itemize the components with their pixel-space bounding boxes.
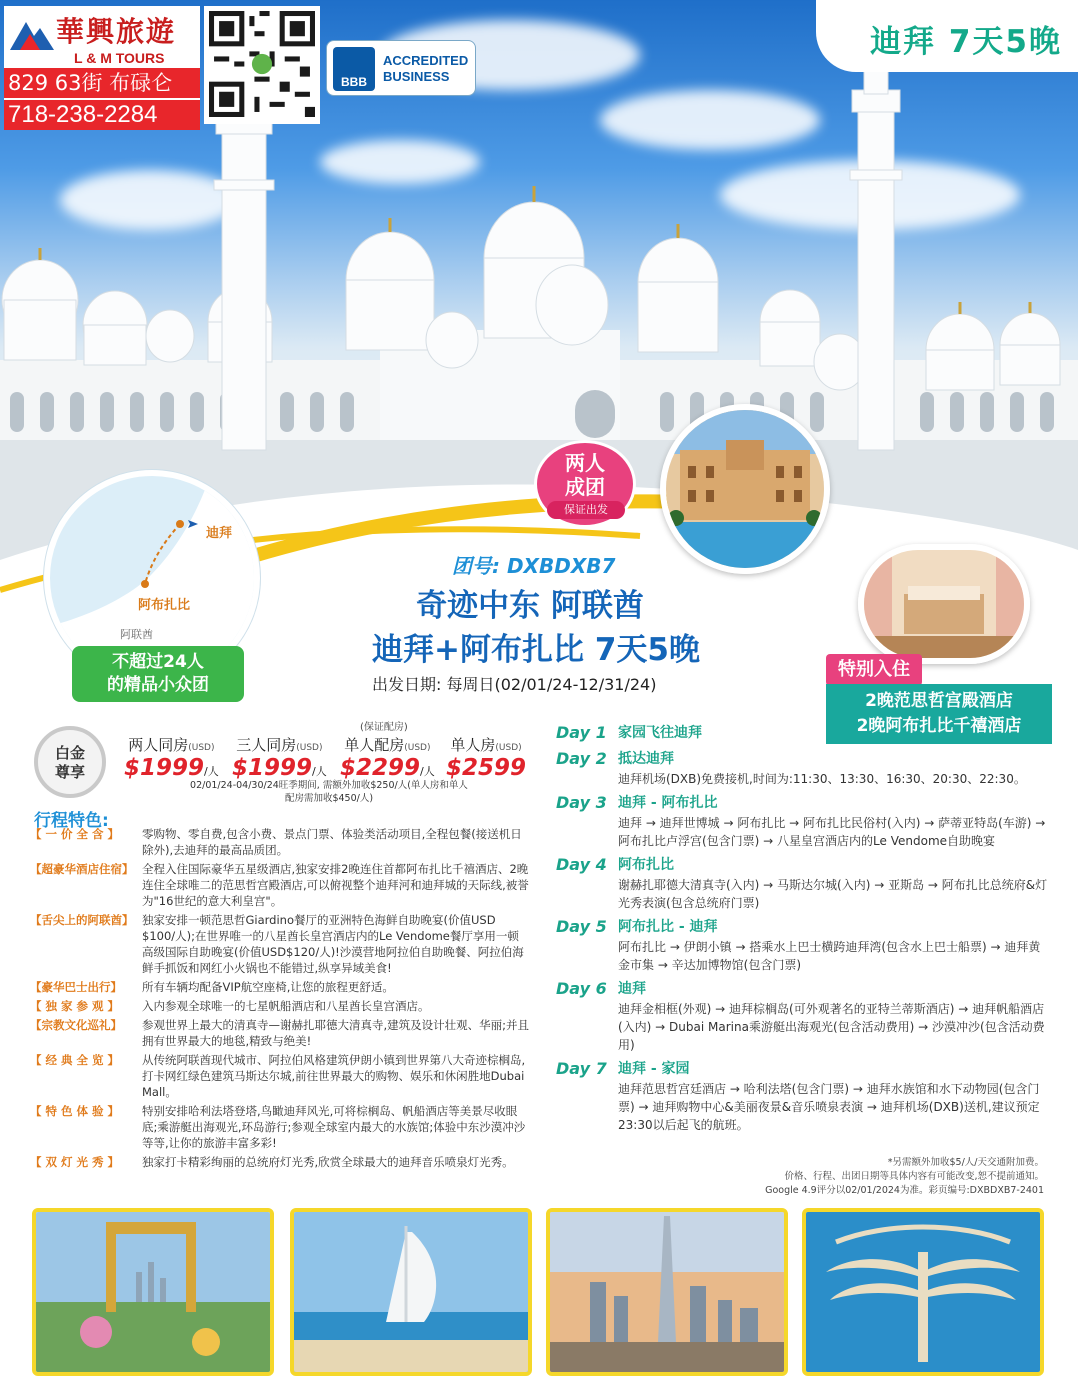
price-value: $1999 — [124, 755, 205, 781]
itinerary-day: Day 3 迪拜 - 阿布扎比 迪拜 → 迪拜世博城 → 阿布扎比 → 阿布扎比民俗村(入内) → 萨蒂亚特岛(车游) → 阿布扎比卢浮宫(包含门票) → 八星皇宫酒店内的Le Vendome自助晚宴 — [556, 793, 1046, 848]
price-single-room: 单人房(USD) $2599 — [446, 736, 527, 781]
map-country: 阿联酋 — [120, 628, 153, 641]
feature-item: 【舌尖上的阿联酋】 独家安排一顿范思哲Giardino餐厅的亚洲特色海鲜自助晚宴(价值USD $100/人);在世界唯一的八星酋长皇宫酒店内的Le Vendome餐厅享用一顿高级国际自助晚宴(价值USD$120/人)!沙漠营地阿拉伯自助晚餐、阿拉伯海鲜手抓饭和网红小火锅也不能错过,纵享异域美食! — [30, 913, 524, 975]
feature-item: 【豪华巴士出行】 所有车辆均配备VIP航空座椅,让您的旅程更舒适。 — [30, 980, 394, 994]
itinerary-day: Day 4 阿布扎比 谢赫扎耶德大清真寺(入内) → 马斯达尔城(入内) → 亚斯岛 → 阿布扎比总统府&灯光秀表演(包含总统府门票) — [556, 855, 1048, 910]
headline-2: 迪拜+阿布扎比 7天5晚 — [372, 632, 700, 668]
small-group-line1: 不超过24人 — [112, 652, 204, 672]
price-value: $2599 — [446, 755, 527, 781]
brand-name-cn: 華興旅遊 — [56, 15, 177, 48]
bbb-line2: BUSINESS — [383, 69, 450, 84]
features-list — [30, 826, 530, 1173]
price-value: $2299 — [340, 755, 421, 781]
price-season-note: 02/01/24-04/30/24旺季期间, 需额外加收$250/人(单人房和单人配房需加收$450/人) — [190, 780, 468, 804]
qr-code[interactable] — [204, 6, 320, 124]
feature-item: 【 双 灯 光 秀 】 独家打卡精彩绚丽的总统府灯光秀,欣赏全球最大的迪拜音乐喷泉灯光秀。 — [30, 1155, 514, 1169]
photo-palm-island — [802, 1208, 1044, 1376]
brand-name-en: L & M TOURS — [74, 50, 165, 66]
small-group-badge — [72, 646, 244, 702]
features-title: 行程特色: — [34, 811, 109, 831]
medal-line1: 白金 — [54, 744, 85, 762]
price-single-share: 单人配房(USD) $2299/人 — [340, 736, 435, 781]
qr-code-icon — [209, 11, 315, 117]
feature-item: 【 独 家 参 观 】 入内参观全球唯一的七星帆船酒店和八星酋长皇宫酒店。 — [30, 999, 430, 1013]
feature-item: 【宗教文化巡礼】 参观世界上最大的清真寺—谢赫扎耶德大清真寺,建筑及设计壮观、华丽;并且拥有世界最大的地毯,精致与绝美! — [30, 1018, 530, 1048]
badge-sub: 保证出发 — [547, 501, 625, 519]
header-title: 迪拜 7天5晚 — [870, 24, 1062, 60]
badge-line2: 成团 — [565, 475, 605, 499]
fine-print: *另需额外加收$5/人/天交通附加费。 价格、行程、出团日期等具体内容有可能改变,恕不提前通知。 Google 4.9评分以02/01/2024为准。彩页编号:DXBDXB7-2401 — [765, 1157, 1044, 1196]
departure-dates: 出发日期: 每周日(02/01/24-12/31/24) — [372, 675, 657, 694]
itinerary-day: Day 2 抵达迪拜 迪拜机场(DXB)免费接机,时间为:11:30、13:30、16:30、20:30、22:30。 — [556, 749, 1026, 786]
photo-dubai-frame — [32, 1208, 274, 1376]
header-title-tab — [816, 0, 1078, 72]
hotel-line1: 2晚范思哲宫殿酒店 — [865, 691, 1013, 711]
bbb-line1: ACCREDITED — [383, 53, 469, 68]
photo-burj-al-arab — [290, 1208, 532, 1376]
feature-item: 【 一 价 全 含 】 零购物、零自费,包含小费、景点门票、体验类活动项目,全程包餐(接送机日除外),去迪拜的最高品质团。 — [30, 827, 522, 857]
hotel-photo-exterior — [660, 404, 830, 574]
medal-line2: 尊享 — [54, 763, 85, 781]
price-value: $1999 — [232, 755, 313, 781]
tour-code: 团号: DXBDXB7 — [452, 554, 616, 578]
feature-item: 【 特 色 体 验 】 特别安排哈利法塔登塔,鸟瞰迪拜风光,可将棕榈岛、帆船酒店等美景尽收眼底;乘游艇出海观光,环岛游行;参观全球室内最大的水族馆;体验中东沙漠冲沙等等,让你的旅游丰富多彩! — [30, 1104, 526, 1150]
map-city-abudhabi: 阿布扎比 — [138, 598, 191, 613]
price-twin: 两人同房(USD) $1999/人 — [124, 736, 219, 781]
feature-item: 【 经 典 全 览 】 从传统阿联酋现代城市、阿拉伯风格建筑伊朗小镇到世界第八大奇迹棕榈岛,打卡网红绿色建筑马斯达尔城,前往世界最大的购物、娱乐和休闲胜地Dubai Mall。 — [30, 1053, 526, 1099]
headline-1: 奇迹中东 阿联酋 — [416, 588, 644, 624]
two-person-badge — [534, 440, 636, 528]
hotel-line2: 2晚阿布扎比千禧酒店 — [856, 716, 1022, 736]
price-note-top: (保证配房) — [360, 722, 408, 733]
small-group-line2: 的精品小众团 — [107, 675, 209, 695]
map-city-dubai: 迪拜 — [206, 526, 233, 541]
brand-address: 829 63街 布碌仑 — [4, 68, 200, 98]
hotel-photo-room — [858, 544, 1030, 664]
price-triple: 三人同房(USD) $1999/人 — [232, 736, 327, 781]
platinum-medal — [34, 726, 106, 798]
itinerary-day: Day 1 家园飞往迪拜 — [556, 723, 702, 742]
badge-line1: 两人 — [565, 451, 605, 475]
bbb-logo-icon: BBB — [333, 47, 375, 91]
lm-tours-logo — [4, 6, 200, 126]
itinerary-day: Day 7 迪拜 - 家园 迪拜范思哲宫廷酒店 → 哈利法塔(包含门票) → 迪拜水族馆和水下动物园(包含门票) → 迪拜购物中心&美丽夜景&音乐喷泉表演 → 迪拜机场(DXB)送机,建议预定23:30以后起飞的航班。 — [556, 1059, 1040, 1132]
itinerary-day: Day 6 迪拜 迪拜金相框(外观) → 迪拜棕榈岛(可外观著名的亚特兰蒂斯酒店) → 迪拜帆船酒店(入内) → Dubai Marina乘游艇出海观光(包含活动费用) → 沙漠冲沙(包含活动费用) — [556, 979, 1045, 1052]
mountain-logo-icon — [10, 16, 54, 52]
bbb-badge — [326, 40, 476, 96]
hotel-tag: 特别入住 — [826, 654, 922, 686]
itinerary-day: Day 5 阿布扎比 - 迪拜 阿布扎比 → 伊朗小镇 → 搭乘水上巴士横跨迪拜湾(包含水上巴士船票) → 迪拜黄金市集 → 辛达加博物馆(包含门票) — [556, 917, 1041, 972]
brand-phone[interactable]: 718-238-2284 — [4, 100, 200, 130]
feature-item: 【超豪华酒店住宿】 全程入住国际豪华五星级酒店,独家安排2晚连住首都阿布扎比千禧酒店、2晚连住全球唯二的范思哲宫殿酒店,可以俯视整个迪拜河和迪拜城的天际线,被誉为"16世纪的意大利皇宫"。 — [30, 862, 529, 908]
photo-dubai-skyline — [546, 1208, 788, 1376]
itinerary — [556, 722, 1048, 1138]
